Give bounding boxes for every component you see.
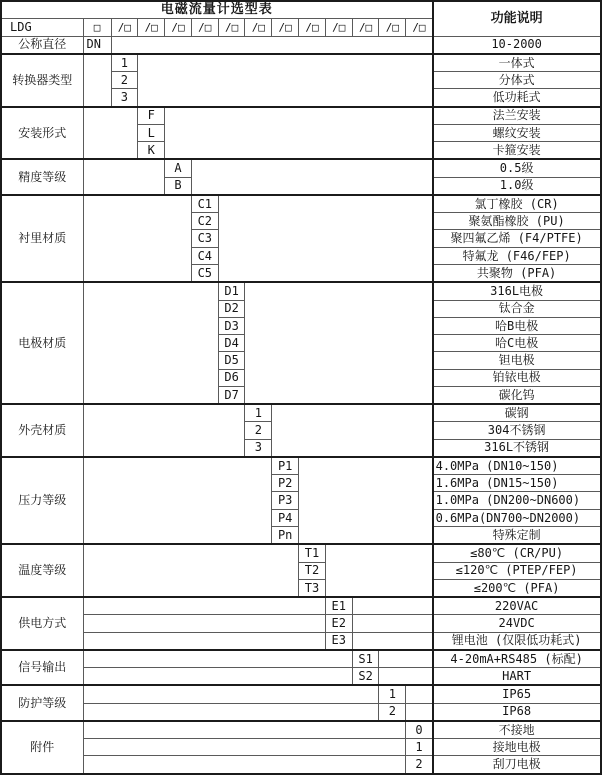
spacer-cell xyxy=(138,54,433,107)
code-cell: 2 xyxy=(111,72,138,89)
desc-cell: 特殊定制 xyxy=(433,526,601,544)
code-cell: D7 xyxy=(218,386,245,404)
code-cell: C1 xyxy=(191,195,218,213)
code-cell: E3 xyxy=(325,632,352,650)
code-cell: D2 xyxy=(218,300,245,317)
spacer-cell xyxy=(83,107,138,160)
spacer-cell xyxy=(272,404,433,457)
category-label: 外壳材质 xyxy=(1,404,83,457)
desc-cell: 铂铱电极 xyxy=(433,369,601,386)
spacer-cell xyxy=(406,703,433,721)
desc-cell: ≤200℃ (PFA) xyxy=(433,579,601,597)
spacer-cell xyxy=(352,615,432,632)
code-cell: 2 xyxy=(406,756,433,774)
code-cell: B xyxy=(165,177,192,195)
dn-label: 公称直径 xyxy=(1,36,83,54)
code-cell: 0 xyxy=(406,721,433,739)
spacer-cell xyxy=(83,739,406,756)
code-cell: P2 xyxy=(272,475,299,492)
desc-cell: 共聚物 (PFA) xyxy=(433,264,601,282)
desc-cell: HART xyxy=(433,668,601,686)
desc-cell: 316L不锈钢 xyxy=(433,439,601,457)
spacer-cell xyxy=(165,107,433,160)
code-cell: 2 xyxy=(245,422,272,439)
desc-cell: 聚氨酯橡胶 (PU) xyxy=(433,213,601,230)
model-slot-cell: /□ xyxy=(218,19,245,36)
desc-cell: 一体式 xyxy=(433,54,601,72)
code-cell: 1 xyxy=(379,685,406,703)
desc-cell: 316L电极 xyxy=(433,282,601,300)
spacer-cell xyxy=(111,36,433,54)
code-cell: C5 xyxy=(191,264,218,282)
spacer-cell xyxy=(379,668,433,686)
spacer-cell xyxy=(218,195,432,282)
desc-cell: 0.5级 xyxy=(433,159,601,177)
desc-cell: 1.0级 xyxy=(433,177,601,195)
model-slot-cell: /□ xyxy=(165,19,192,36)
code-cell: K xyxy=(138,142,165,160)
desc-cell: 钽电极 xyxy=(433,352,601,369)
code-cell: T2 xyxy=(299,562,326,579)
model-slot-cell: /□ xyxy=(245,19,272,36)
desc-cell: IP68 xyxy=(433,703,601,721)
desc-cell: ≤80℃ (CR/PU) xyxy=(433,544,601,562)
model-slot-cell: /□ xyxy=(111,19,138,36)
spacer-cell xyxy=(83,404,245,457)
spacer-cell xyxy=(83,632,325,650)
desc-cell: 低功耗式 xyxy=(433,89,601,107)
desc-cell: 哈B电极 xyxy=(433,317,601,334)
desc-cell: 0.6MPa(DN700~DN2000) xyxy=(433,509,601,526)
dn-code: DN xyxy=(83,36,111,54)
spacer-cell xyxy=(83,195,191,282)
model-box-cell: □ xyxy=(83,19,111,36)
desc-cell: 碳化钨 xyxy=(433,386,601,404)
spacer-cell xyxy=(83,668,352,686)
code-cell: P3 xyxy=(272,492,299,509)
function-column-header: 功能说明 xyxy=(433,1,601,36)
desc-cell: 螺纹安装 xyxy=(433,124,601,141)
code-cell: D4 xyxy=(218,335,245,352)
category-label: 衬里材质 xyxy=(1,195,83,282)
model-slot-cell: /□ xyxy=(406,19,433,36)
desc-cell: 220VAC xyxy=(433,597,601,615)
category-label: 附件 xyxy=(1,721,83,774)
spacer-cell xyxy=(83,615,325,632)
desc-cell: 4-20mA+RS485 (标配) xyxy=(433,650,601,668)
category-label: 电极材质 xyxy=(1,282,83,404)
desc-cell: 不接地 xyxy=(433,721,601,739)
spacer-cell xyxy=(83,54,111,107)
code-cell: D5 xyxy=(218,352,245,369)
category-label: 精度等级 xyxy=(1,159,83,195)
desc-cell: 法兰安装 xyxy=(433,107,601,125)
desc-cell: 特氟龙 (F46/FEP) xyxy=(433,247,601,264)
model-prefix: LDG xyxy=(1,19,83,36)
category-label: 转换器类型 xyxy=(1,54,83,107)
code-cell: P4 xyxy=(272,509,299,526)
category-label: 信号输出 xyxy=(1,650,83,686)
spacer-cell xyxy=(406,685,433,703)
desc-cell: 1.6MPa (DN15~150) xyxy=(433,475,601,492)
code-cell: C2 xyxy=(191,213,218,230)
desc-cell: 氯丁橡胶 (CR) xyxy=(433,195,601,213)
spacer-cell xyxy=(83,159,165,195)
code-cell: S1 xyxy=(352,650,379,668)
desc-cell: 聚四氟乙烯 (F4/PTFE) xyxy=(433,230,601,247)
code-cell: S2 xyxy=(352,668,379,686)
category-label: 防护等级 xyxy=(1,685,83,721)
code-cell: Pn xyxy=(272,526,299,544)
desc-cell: 分体式 xyxy=(433,72,601,89)
code-cell: 1 xyxy=(111,54,138,72)
code-cell: D3 xyxy=(218,317,245,334)
dn-desc: 10-2000 xyxy=(433,36,601,54)
code-cell: 2 xyxy=(379,703,406,721)
code-cell: C3 xyxy=(191,230,218,247)
spacer-cell xyxy=(379,650,433,668)
code-cell: 3 xyxy=(111,89,138,107)
spacer-cell xyxy=(191,159,432,195)
model-slot-cell: /□ xyxy=(272,19,299,36)
code-cell: T3 xyxy=(299,579,326,597)
code-cell: E2 xyxy=(325,615,352,632)
desc-cell: 24VDC xyxy=(433,615,601,632)
code-cell: A xyxy=(165,159,192,177)
code-cell: D6 xyxy=(218,369,245,386)
desc-cell: 4.0MPa (DN10~150) xyxy=(433,457,601,475)
code-cell: T1 xyxy=(299,544,326,562)
desc-cell: 哈C电极 xyxy=(433,335,601,352)
desc-cell: 接地电极 xyxy=(433,739,601,756)
code-cell: D1 xyxy=(218,282,245,300)
code-cell: P1 xyxy=(272,457,299,475)
spacer-cell xyxy=(83,721,406,739)
desc-cell: 刮刀电极 xyxy=(433,756,601,774)
code-cell: L xyxy=(138,124,165,141)
spacer-cell xyxy=(83,650,352,668)
desc-cell: 锂电池 (仅限低功耗式) xyxy=(433,632,601,650)
spacer-cell xyxy=(352,597,432,615)
spacer-cell xyxy=(352,632,432,650)
category-label: 安装形式 xyxy=(1,107,83,160)
model-slot-cell: /□ xyxy=(352,19,379,36)
spacer-cell xyxy=(83,703,379,721)
model-slot-cell: /□ xyxy=(299,19,326,36)
spacer-cell xyxy=(299,457,433,544)
spacer-cell xyxy=(83,457,272,544)
spacer-cell xyxy=(83,756,406,774)
category-label: 温度等级 xyxy=(1,544,83,597)
code-cell: 1 xyxy=(406,739,433,756)
spacer-cell xyxy=(83,597,325,615)
spacer-cell xyxy=(83,544,299,597)
spacer-cell xyxy=(83,685,379,703)
category-label: 供电方式 xyxy=(1,597,83,650)
code-cell: C4 xyxy=(191,247,218,264)
page-title: 电磁流量计选型表 xyxy=(1,1,433,19)
code-cell: E1 xyxy=(325,597,352,615)
desc-cell: ≤120℃ (PTEP/FEP) xyxy=(433,562,601,579)
spacer-cell xyxy=(325,544,432,597)
desc-cell: 304不锈钢 xyxy=(433,422,601,439)
model-slot-cell: /□ xyxy=(138,19,165,36)
model-slot-cell: /□ xyxy=(379,19,406,36)
code-cell: 1 xyxy=(245,404,272,422)
desc-cell: 钛合金 xyxy=(433,300,601,317)
desc-cell: IP65 xyxy=(433,685,601,703)
spacer-cell xyxy=(83,282,218,404)
spacer-cell xyxy=(245,282,433,404)
desc-cell: 卡箍安装 xyxy=(433,142,601,160)
model-slot-cell: /□ xyxy=(191,19,218,36)
model-slot-cell: /□ xyxy=(325,19,352,36)
code-cell: 3 xyxy=(245,439,272,457)
desc-cell: 碳钢 xyxy=(433,404,601,422)
code-cell: F xyxy=(138,107,165,125)
desc-cell: 1.0MPa (DN200~DN600) xyxy=(433,492,601,509)
category-label: 压力等级 xyxy=(1,457,83,544)
